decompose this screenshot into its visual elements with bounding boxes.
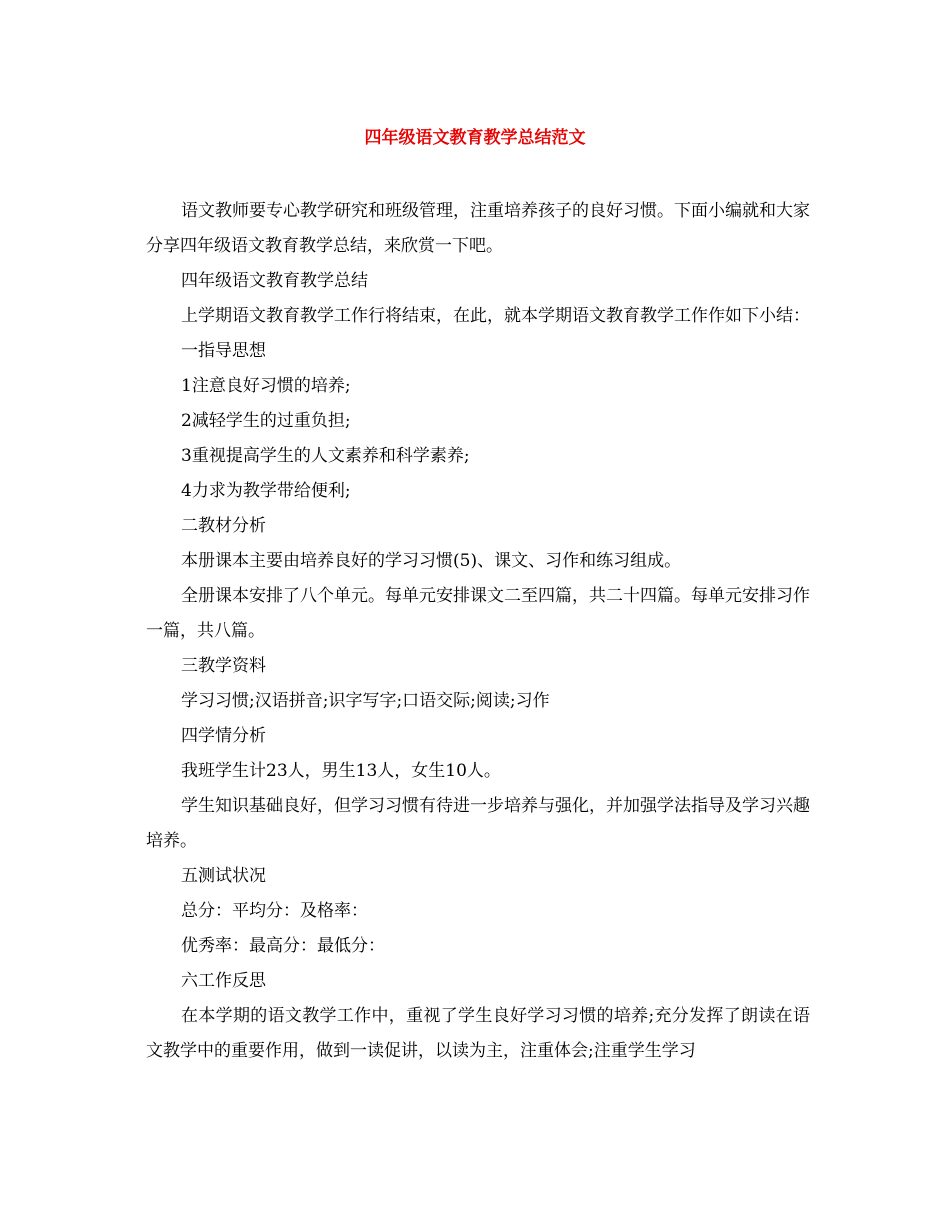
paragraph-student-foundation: 学生知识基础良好，但学习习惯有待进一步培养与强化，并加强学法指导及学习兴趣培养。 <box>146 796 810 851</box>
document-body <box>146 194 810 1069</box>
list-item-4: 4力求为教学带给便利; <box>181 481 351 501</box>
list-item-1: 1注意良好习惯的培养; <box>181 376 351 396</box>
section-heading-textbook-analysis: 二教材分析 <box>181 516 266 536</box>
paragraph-student-count: 我班学生计23人，男生13人，女生10人。 <box>181 761 501 781</box>
paragraph-textbook-units: 全册课本安排了八个单元。每单元安排课文二至四篇，共二十四篇。每单元安排习作一篇，共八篇。 <box>146 586 810 641</box>
paragraph-opening: 上学期语文教育教学工作行将结束，在此，就本学期语文教育教学工作作如下小结： <box>181 306 810 326</box>
paragraph-subtitle: 四年级语文教育教学总结 <box>181 271 368 291</box>
section-heading-teaching-materials: 三教学资料 <box>181 656 266 676</box>
section-heading-test-status: 五测试状况 <box>181 866 266 886</box>
paragraph-intro: 语文教师要专心教学研究和班级管理，注重培养孩子的良好习惯。下面小编就和大家分享四年级语文教育教学总结，来欣赏一下吧。 <box>146 201 810 256</box>
section-heading-student-analysis: 四学情分析 <box>181 726 266 746</box>
section-heading-work-reflection: 六工作反思 <box>181 971 266 991</box>
paragraph-textbook-composition: 本册课本主要由培养良好的学习习惯(5)、课文、习作和练习组成。 <box>181 551 682 571</box>
paragraph-score-line-1: 总分：平均分：及格率： <box>181 901 368 921</box>
paragraph-score-line-2: 优秀率：最高分：最低分： <box>181 936 385 956</box>
section-heading-guiding-ideas: 一指导思想 <box>181 341 266 361</box>
document-title: 四年级语文教育教学总结范文 <box>364 128 586 148</box>
paragraph-reflection: 在本学期的语文教学工作中，重视了学生良好学习习惯的培养;充分发挥了朗读在语文教学中的重要作用，做到一读促讲，以读为主，注重体会;注重学生学习 <box>146 1006 810 1061</box>
list-item-3: 3重视提高学生的人文素养和科学素养; <box>181 446 470 466</box>
list-item-2: 2减轻学生的过重负担; <box>181 411 351 431</box>
paragraph-teaching-materials: 学习习惯;汉语拼音;识字写字;口语交际;阅读;习作 <box>181 691 550 711</box>
